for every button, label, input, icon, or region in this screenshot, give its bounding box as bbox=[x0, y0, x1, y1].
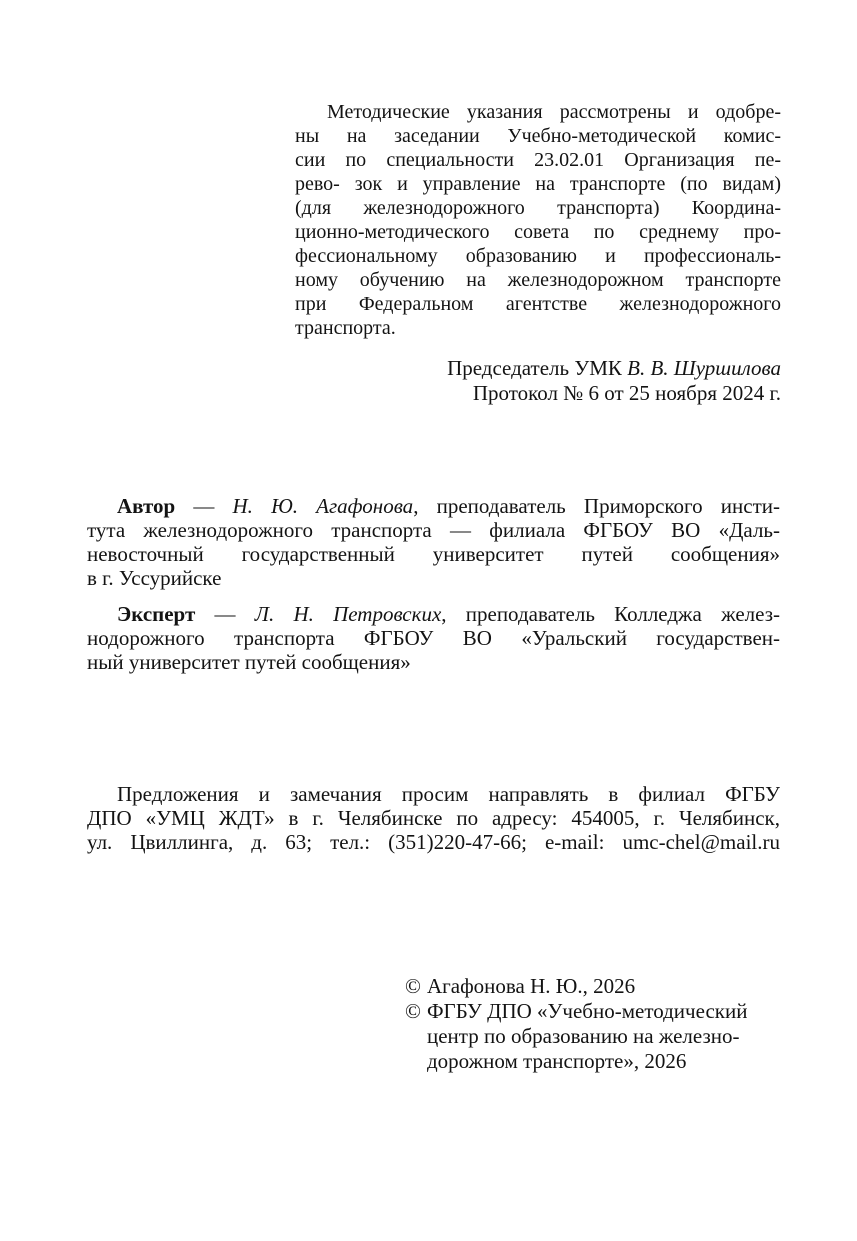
copyright-line: центр по образованию на железно- bbox=[427, 1024, 740, 1048]
author-name: Н. Ю. Агафонова bbox=[232, 494, 414, 518]
approval-line: ны на заседании Учебно-методической комис- bbox=[295, 125, 781, 147]
protocol-line: Протокол № 6 от 25 ноября 2024 г. bbox=[472, 381, 781, 405]
approval-line: при Федеральном агентстве железнодорожного bbox=[295, 293, 781, 315]
expert-line1-rest: , преподаватель Колледжа желез- bbox=[441, 602, 780, 626]
author-line1-rest: , преподаватель Приморского инсти- bbox=[413, 494, 780, 518]
approval-line: Методические указания рассмотрены и одобре- bbox=[327, 101, 781, 123]
expert-paragraph bbox=[87, 602, 780, 674]
copyright-block bbox=[405, 974, 747, 1074]
copyright-holder: Агафонова Н. Ю., 2026 bbox=[426, 974, 636, 998]
approval-line: (для железнодорожного транспорта) Координа- bbox=[295, 197, 781, 219]
copyright-icon: © bbox=[405, 974, 421, 998]
author-line: невосточный государственный университет путей сообщения» bbox=[87, 542, 780, 566]
approval-line: фессиональному образованию и профессиональ- bbox=[295, 245, 781, 267]
approval-line: ному обучению на железнодорожном транспорте bbox=[295, 269, 781, 291]
chairman-line bbox=[295, 356, 781, 381]
author-line: тута железнодорожного транспорта — филиала ФГБОУ ВО «Даль- bbox=[87, 518, 780, 542]
approval-line: рево- зок и управление на транспорте (по видам) bbox=[295, 173, 781, 195]
copyright-line bbox=[405, 974, 747, 999]
author-line bbox=[87, 494, 780, 518]
approval-line: сии по специальности 23.02.01 Организация пе- bbox=[295, 149, 781, 171]
expert-label: Эксперт bbox=[117, 602, 196, 626]
contact-line: ул. Цвиллинга, д. 63; тел.: (351)220-47-66; e-mail: umc-chel@mail.ru bbox=[87, 830, 780, 854]
contact-paragraph bbox=[87, 782, 780, 854]
author-line: в г. Уссурийске bbox=[87, 566, 222, 590]
copyright-holder: ФГБУ ДПО «Учебно-методический bbox=[426, 999, 748, 1023]
expert-line: ный университет путей сообщения» bbox=[87, 650, 411, 674]
approval-paragraph bbox=[295, 100, 781, 340]
copyright-line: дорожном транспорте», 2026 bbox=[427, 1049, 687, 1073]
expert-line bbox=[87, 602, 780, 626]
expert-line: нодорожного транспорта ФГБОУ ВО «Уральский государствен- bbox=[87, 626, 780, 650]
chairman-title: Председатель УМК bbox=[447, 356, 628, 380]
author-label: Автор bbox=[117, 494, 176, 518]
copyright-icon: © bbox=[405, 999, 421, 1023]
expert-name: Л. Н. Петровских bbox=[254, 602, 442, 626]
expert-dash: — bbox=[195, 602, 255, 626]
copyright-line bbox=[405, 999, 747, 1024]
contact-line: Предложения и замечания просим направлять в филиал ФГБУ bbox=[117, 782, 780, 806]
approval-line: транспорта. bbox=[295, 317, 396, 339]
signature-block bbox=[295, 356, 781, 406]
author-paragraph bbox=[87, 494, 780, 590]
approval-line: ционно-методического совета по среднему про- bbox=[295, 221, 781, 243]
contact-line: ДПО «УМЦ ЖДТ» в г. Челябинске по адресу: 454005, г. Челябинск, bbox=[87, 806, 780, 830]
chairman-name: В. В. Шуршилова bbox=[627, 356, 781, 380]
author-dash: — bbox=[175, 494, 233, 518]
